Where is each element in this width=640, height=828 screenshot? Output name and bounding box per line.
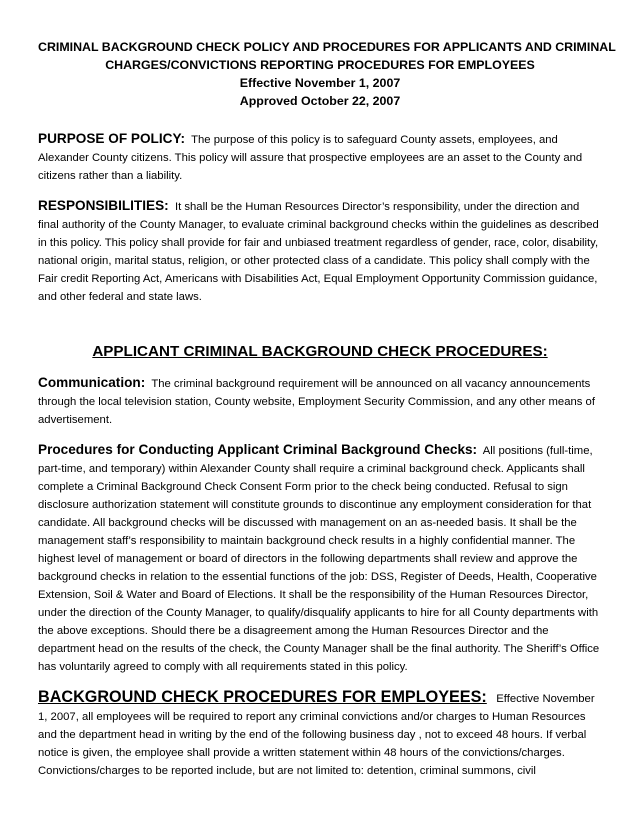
effective-date: Effective November 1, 2007: [239, 76, 401, 90]
procedures-heading: Procedures for Conducting Applicant Criminal Background Checks:: [38, 442, 478, 457]
responsibilities-heading: RESPONSIBILITIES:: [38, 198, 169, 213]
approved-date: Approved October 22, 2007: [239, 94, 401, 108]
document-page: [38, 38, 616, 780]
communication-text: The criminal background requirement will be announced on all vacancy announcements through the local television station, County website, Employment Security Commission, and any other means of advertisement.: [38, 378, 595, 426]
title-line-1: CRIMINAL BACKGROUND CHECK POLICY AND PROCEDURES FOR APPLICANTS AND CRIMINAL: [38, 40, 616, 54]
document-title: [38, 38, 616, 110]
employees-section: [38, 688, 602, 780]
employees-text: Effective November 1, 2007, all employees will be required to report any criminal convictions and/or charges to Human Resources and the department head in writing by the end of the following business day , not to exceed 48 hours. If verbal notice is given, the employee shall provide a written statement within 48 hours of the convictions/charges. Convictions/charges to be reported include, but are not limited to: detention, criminal summons, civil: [38, 693, 595, 777]
procedures-text: All positions (full-time, part-time, and temporary) within Alexander County shall require a criminal background check. Applicants shall complete a Criminal Background Check Consent Form prior to the check being conducted. Refusal to sign disclosure authorization statement will constitute grounds to discontinue any employment consideration for that candidate. All background checks will be discussed with management on an as-needed basis. It shall be the management staff’s responsibility to maintain background check results in a highly confidential manner. The highest level of management or board of directors in the following departments shall review and approve the background checks in relation to the essential functions of the job: DSS, Register of Deeds, Health, Cooperative Extension, Soil & Water and Board of Elections. It shall be the responsibility of the Human Resources Director, under the direction of the County Manager, to qualify/disqualify applicants to hire for all County departments with the above exceptions. Should there be a disagreement among the Human Resources Director and the department head on the results of the check, the County Manager shall be the final authority. The Sheriff’s Office has voluntarily agreed to comply with all requirements stated in this policy.: [38, 445, 600, 673]
responsibilities-section: [38, 197, 602, 306]
purpose-heading: PURPOSE OF POLICY:: [38, 131, 186, 146]
procedures-section: [38, 441, 602, 676]
purpose-section: [38, 130, 602, 185]
title-line-2: CHARGES/CONVICTIONS REPORTING PROCEDURES FOR EMPLOYEES: [105, 58, 535, 72]
responsibilities-text: It shall be the Human Resources Director’s responsibility, under the direction and final authority of the County Manager, to evaluate criminal background checks within the guidelines as described in this policy. This policy shall provide for fair and unbiased treatment regardless of gender, race, color, disability, national origin, marital status, religion, or other protected class of a candidate. This policy shall comply with the Fair credit Reporting Act, Americans with Disabilities Act, Equal Employment Opportunity Commission guidance, and other federal and state laws.: [38, 201, 599, 303]
employees-heading: BACKGROUND CHECK PROCEDURES FOR EMPLOYEES:: [38, 688, 487, 706]
purpose-text: The purpose of this policy is to safeguard County assets, employees, and Alexander County citizens. This policy will assure that prospective employees are an asset to the County and citizens rather than a liability.: [38, 134, 583, 182]
communication-heading: Communication:: [38, 375, 146, 390]
communication-section: [38, 374, 602, 429]
applicant-procedures-heading: APPLICANT CRIMINAL BACKGROUND CHECK PROCEDURES:: [92, 343, 548, 360]
